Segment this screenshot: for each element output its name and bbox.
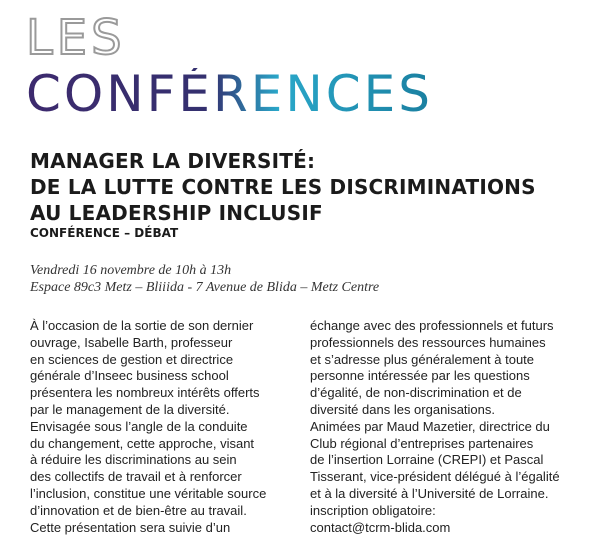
body-line: par le management de la diversité.	[30, 401, 230, 417]
body-line: à réduire les discriminations au sein	[30, 452, 237, 468]
event-info	[30, 262, 379, 296]
body-line: ouvrage, Isabelle Barth, professeur	[30, 334, 233, 350]
contact-email[interactable]: contact@tcrm-blida.com	[310, 519, 451, 535]
body-line: d’innovation et de bien-être au travail.	[30, 502, 247, 518]
body-line: professionnels des ressources humaines	[310, 334, 546, 350]
body-line: Club régional d’entreprises partenaires	[310, 435, 534, 451]
header-les: LES	[26, 10, 126, 66]
body-line: À l’occasion de la sortie de son dernier	[30, 318, 254, 333]
body-line: présentera les nombreux intérêts offerts	[30, 385, 260, 401]
section-header	[26, 10, 433, 123]
body-line: personne intéressée par les questions	[310, 368, 530, 384]
title-line: MANAGER LA DIVERSITÉ:	[30, 149, 316, 173]
title-line: DE LA LUTTE CONTRE LES DISCRIMINATIONS	[30, 175, 536, 199]
body-line: Tisserant, vice-président délégué à l’égalité	[310, 469, 560, 485]
body-line: en sciences de gestion et directrice	[30, 351, 234, 367]
body-line: l’inclusion, constitue une véritable source	[30, 485, 267, 501]
event-type: CONFÉRENCE – DÉBAT	[30, 226, 179, 240]
title-line: AU LEADERSHIP INCLUSIF	[30, 201, 323, 225]
body-column-left	[30, 318, 300, 536]
body-column-right	[310, 318, 595, 536]
event-title	[30, 148, 590, 240]
body-line: générale d’Inseec business school	[30, 368, 229, 384]
body-line: d’égalité, de non-discrimination et de	[310, 385, 522, 401]
event-date: Vendredi 16 novembre de 10h à 13h	[30, 263, 232, 278]
body-line: Cette présentation sera suivie d’un	[30, 519, 231, 535]
body-line: échange avec des professionnels et futurs	[310, 318, 554, 333]
body-line: de l’insertion Lorraine (CREPI) et Pascal	[310, 452, 544, 468]
body-line: des collectifs de travail et à renforcer	[30, 469, 242, 485]
body-line: du changement, cette approche, visant	[30, 435, 255, 451]
event-place: Espace 89c3 Metz – Bliiida - 7 Avenue de Blida – Metz Centre	[30, 280, 380, 295]
body-line: et à la diversité à l’Université de Lorraine.	[310, 485, 549, 501]
body-line: et s’adresse plus généralement à toute	[310, 351, 535, 367]
body-line: diversité dans les organisations.	[310, 401, 495, 417]
body-line: inscription obligatoire:	[310, 502, 436, 518]
body-line: Envisagée sous l’angle de la conduite	[30, 418, 248, 434]
header-conferences: CONFÉRENCES	[26, 65, 433, 123]
body-line: Animées par Maud Mazetier, directrice du	[310, 418, 550, 434]
